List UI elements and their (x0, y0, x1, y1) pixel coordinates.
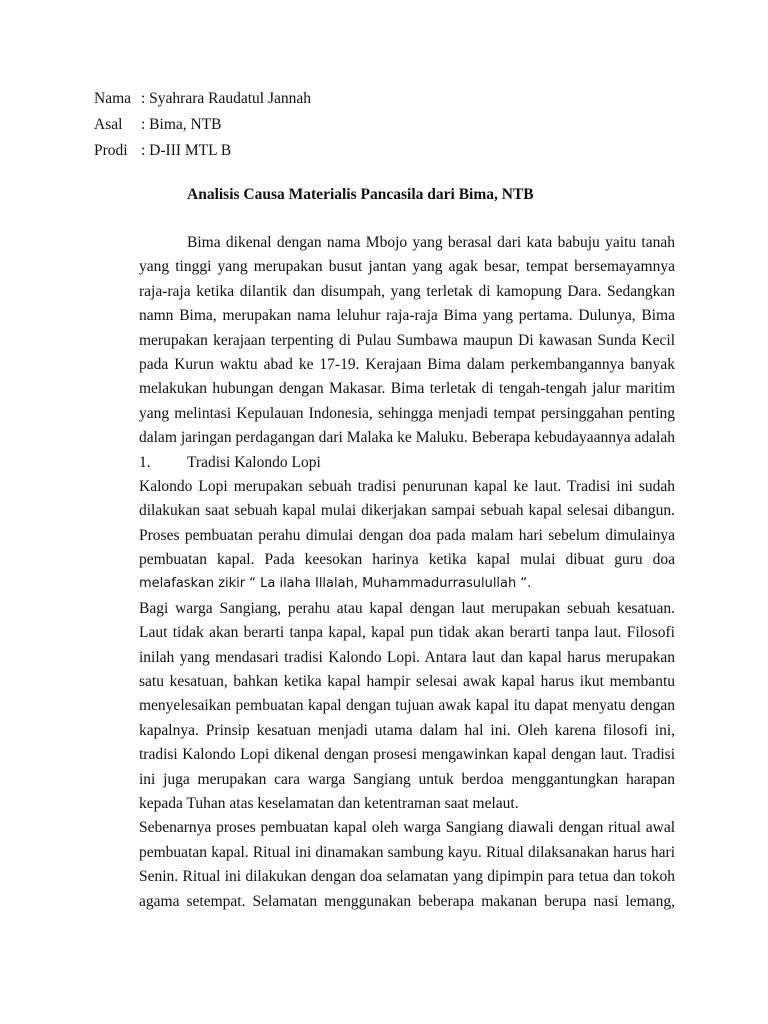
body-line: menyelesaikan pembuatan kapal dengan tujuan awak kapal itu dapat menyatu dengan (139, 697, 675, 715)
document-body (139, 231, 675, 914)
origin-row (94, 112, 311, 138)
list-number: 1. (139, 453, 151, 471)
body-line: Sebenarnya proses pembuatan kapal oleh warga Sangiang diawali dengan ritual awal (139, 819, 675, 837)
body-line: inilah yang mendasari tradisi Kalondo Lopi. Antara laut dan kapal harus merupakan (139, 648, 675, 666)
name-row (94, 86, 311, 112)
body-line: yang tinggi yang merupakan busut jantan yang agak besar, tempat bersemayamnya (139, 258, 675, 276)
prodi-label: Prodi (94, 142, 128, 159)
name-label: Nama (94, 90, 132, 107)
body-line: agama setempat. Selamatan menggunakan beberapa makanan berupa nasi lemang, (139, 892, 675, 910)
body-line: Laut tidak akan berarti tanpa kapal, kapal pun tidak akan berarti tanpa laut. Filosofi (139, 624, 675, 642)
body-line: Bima dikenal dengan nama Mbojo yang berasal dari kata babuju yaitu tanah (187, 234, 675, 251)
body-line: kepada Tuhan atas keselamatan dan ketentraman saat melaut. (139, 794, 519, 812)
body-line: namn Bima, merupakan nama leluhur raja-raja Bima yang pertama. Dulunya, Bima (139, 307, 675, 325)
body-line: yang melintasi Kepulauan Indonesia, sehingga menjadi tempat persinggahan penting (139, 404, 675, 422)
body-line: Proses pembuatan perahu dimulai dengan doa pada malam hari sebelum dimulainya (139, 526, 675, 544)
body-line-zikir: melafaskan zikir “ La ilaha Illalah, Muhammadurrasulullah “. (139, 576, 532, 592)
body-line: dalam jaringan perdagangan dari Malaka ke Maluku. Beberapa kebudayaannya adalah (139, 429, 675, 447)
list-item-title: Tradisi Kalondo Lopi (187, 453, 321, 471)
body-line: merupakan kerajaan terpenting di Pulau Sumbawa maupun Di kawasan Sunda Kecil (139, 331, 675, 349)
document-title: Analisis Causa Materialis Pancasila dari Bima, NTB (187, 186, 534, 203)
body-line: satu kesatuan, bahkan ketika kapal hampir selesai awak kapal harus ikut membantu (139, 673, 675, 691)
origin-label: Asal (94, 116, 123, 133)
body-line: pada Kurun waktu abad ke 17-19. Kerajaan Bima dalam perkembangannya banyak (139, 355, 675, 373)
body-line: Bagi warga Sangiang, perahu atau kapal dengan laut merupakan sebuah kesatuan. (139, 599, 675, 617)
prodi-row (94, 138, 311, 164)
body-line: tradisi Kalondo Lopi dikenal dengan prosesi mengawinkan kapal dengan laut. Tradisi (139, 746, 675, 764)
name-value: : Syahrara Raudatul Jannah (141, 90, 312, 107)
body-line: dilakukan saat sebuah kapal mulai dikerjakan sampai sebuah kapal selesai dibangun. (139, 502, 675, 520)
list-item (139, 451, 675, 475)
body-line: pembuatan kapal. Pada keesokan harinya ketika kapal mulai dibuat guru doa (139, 551, 675, 569)
body-line: kapalnya. Prinsip kesatuan menjadi utama dalam hal ini. Oleh karena filosofi ini, (139, 721, 675, 739)
body-line: Kalondo Lopi merupakan sebuah tradisi penurunan kapal ke laut. Tradisi ini sudah (139, 477, 675, 495)
prodi-value: : D-III MTL B (141, 142, 232, 159)
body-line: pembuatan kapal. Ritual ini dinamakan sambung kayu. Ritual dilaksanakan harus hari (139, 843, 675, 861)
body-line: melakukan hubungan dengan Makasar. Bima terletak di tengah-tengah jalur maritim (139, 380, 675, 398)
origin-value: : Bima, NTB (141, 116, 222, 133)
student-info (94, 86, 311, 164)
body-line: Senin. Ritual ini dilakukan dengan doa selamatan yang dipimpin para tetua dan tokoh (139, 868, 675, 886)
body-line: raja-raja ketika dilantik dan disumpah, yang terletak di kamopung Dara. Sedangkan (139, 282, 675, 300)
body-line: ini juga merupakan cara warga Sangiang untuk berdoa menggantungkan harapan (139, 770, 675, 788)
